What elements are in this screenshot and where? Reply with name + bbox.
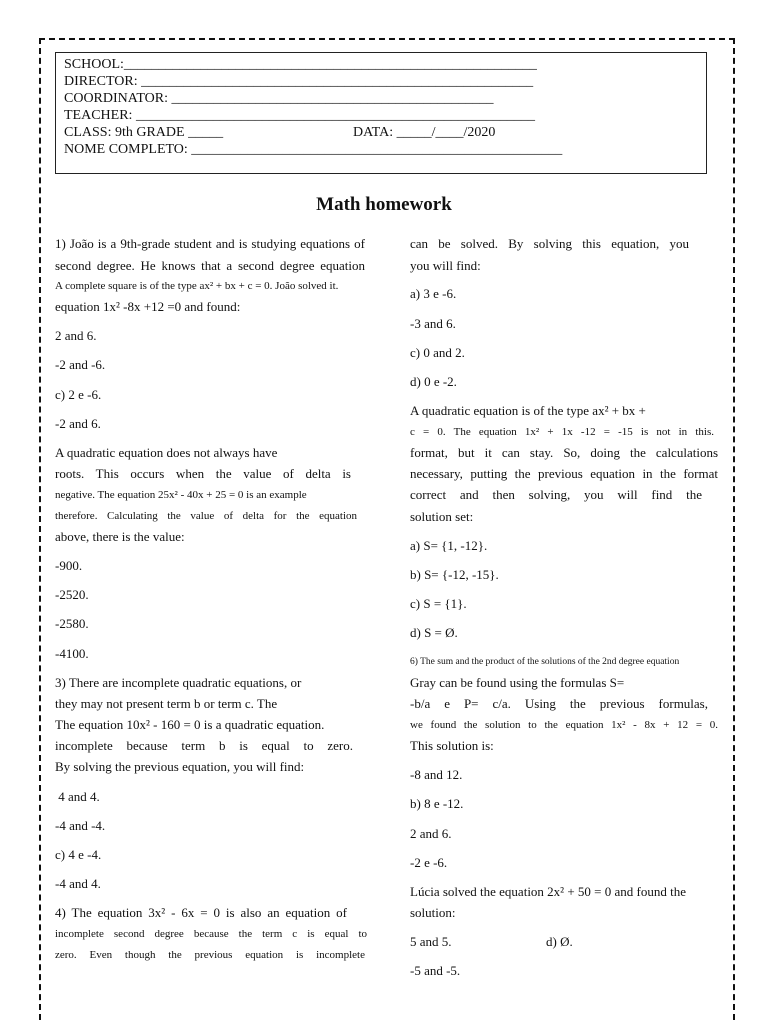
q3-option: c) 4 e -4. bbox=[55, 847, 102, 862]
school-field: SCHOOL:___________________________________________________________ bbox=[64, 57, 537, 72]
date-field: DATA: _____/____/2020 bbox=[353, 125, 496, 140]
q5-option: a) S= {1, -12}. bbox=[410, 538, 488, 553]
q2-line: A quadratic equation does not always have bbox=[55, 445, 278, 460]
q4-line: 4) The equation 3x² - 6x = 0 is also an equation of bbox=[55, 905, 347, 920]
q1-line: 1) João is a 9th-grade student and is studying equations of bbox=[55, 236, 365, 251]
q3-option: -4 and -4. bbox=[55, 818, 106, 833]
q4-option: d) 0 e -2. bbox=[410, 374, 457, 389]
q1-line: A complete square is of the type ax² + bx + c = 0. João solved it. bbox=[55, 280, 339, 292]
q5-line: A quadratic equation is of the type ax² + bx + bbox=[410, 403, 646, 418]
q2-line: roots. This occurs when the value of delta is bbox=[55, 466, 351, 481]
q3-line: they may not present term b or term c. The bbox=[55, 696, 278, 711]
q6-line: This solution is: bbox=[410, 738, 494, 753]
q6-option: -2 e -6. bbox=[410, 855, 448, 870]
q6-option: -8 and 12. bbox=[410, 767, 463, 782]
q6-line: 6) The sum and the product of the solutions of the 2nd degree equation bbox=[410, 657, 680, 667]
q5-option: d) S = Ø. bbox=[410, 625, 458, 640]
coordinator-field: COORDINATOR: ______________________________________________ bbox=[64, 91, 494, 106]
q3-option: 4 and 4. bbox=[55, 789, 100, 804]
page-title: Math homework bbox=[316, 194, 452, 215]
q7-option: -5 and -5. bbox=[410, 963, 461, 978]
q3-line: 3) There are incomplete quadratic equations, or bbox=[55, 675, 302, 690]
full-name-field: NOME COMPLETO: _____________________________________________________ bbox=[64, 142, 563, 157]
q3-line: incomplete because term b is equal to zero. bbox=[55, 738, 353, 753]
director-field: DIRECTOR: ________________________________________________________ bbox=[64, 74, 534, 89]
q2-option: -2580. bbox=[55, 616, 89, 631]
q5-line: correct and then solving, you will find the bbox=[410, 487, 702, 502]
q2-option: -4100. bbox=[55, 646, 89, 661]
q1-option: 2 and 6. bbox=[55, 328, 97, 343]
q1-option: c) 2 e -6. bbox=[55, 387, 102, 402]
q1-option: -2 and -6. bbox=[55, 357, 106, 372]
q6-line: -b/a e P= c/a. Using the previous formulas, bbox=[410, 696, 708, 711]
q4-line: you will find: bbox=[410, 258, 481, 273]
q2-option: -2520. bbox=[55, 587, 89, 602]
q7-option: 5 and 5. bbox=[410, 934, 452, 949]
q2-line: therefore. Calculating the value of delta for the equation bbox=[55, 510, 357, 522]
q4-line: incomplete second degree because the term c is equal to bbox=[55, 928, 367, 940]
q7-line: Lúcia solved the equation 2x² + 50 = 0 and found the bbox=[410, 884, 686, 899]
q2-option: -900. bbox=[55, 558, 83, 573]
q1-line: second degree. He knows that a second degree equation bbox=[55, 258, 365, 273]
q3-option: -4 and 4. bbox=[55, 876, 101, 891]
q7-line: solution: bbox=[410, 905, 456, 920]
q2-line: negative. The equation 25x² - 40x + 25 = 0 is an example bbox=[55, 489, 307, 501]
q5-option: c) S = {1}. bbox=[410, 596, 467, 611]
q2-line: above, there is the value: bbox=[55, 529, 185, 544]
q5-line: solution set: bbox=[410, 509, 474, 524]
q5-line: necessary, putting the previous equation in the format bbox=[410, 466, 718, 481]
q6-line: Gray can be found using the formulas S= bbox=[410, 675, 625, 690]
q3-line: The equation 10x² - 160 = 0 is a quadratic equation. bbox=[55, 717, 325, 732]
q5-option: b) S= {-12, -15}. bbox=[410, 567, 499, 582]
q6-option: b) 8 e -12. bbox=[410, 796, 464, 811]
teacher-field: TEACHER: _________________________________________________________ bbox=[64, 108, 535, 123]
q6-option: 2 and 6. bbox=[410, 826, 452, 841]
q6-line: we found the solution to the equation 1x² - 8x + 12 = 0. bbox=[410, 719, 718, 731]
q5-line: c = 0. The equation 1x² + 1x -12 = -15 is not in this. bbox=[410, 426, 714, 438]
q4-line: zero. Even though the previous equation is incomplete bbox=[55, 949, 365, 961]
q4-option: -3 and 6. bbox=[410, 316, 456, 331]
q4-line: can be solved. By solving this equation, you bbox=[410, 236, 689, 251]
class-field: CLASS: 9th GRADE _____ bbox=[64, 125, 224, 140]
q7-option: d) Ø. bbox=[546, 934, 573, 949]
q5-line: format, but it can stay. So, doing the calculations bbox=[410, 445, 718, 460]
q4-option: c) 0 and 2. bbox=[410, 345, 465, 360]
q1-option: -2 and 6. bbox=[55, 416, 101, 431]
q3-line: By solving the previous equation, you will find: bbox=[55, 759, 305, 774]
q4-option: a) 3 e -6. bbox=[410, 286, 457, 301]
q1-line: equation 1x² -8x +12 =0 and found: bbox=[55, 299, 241, 314]
